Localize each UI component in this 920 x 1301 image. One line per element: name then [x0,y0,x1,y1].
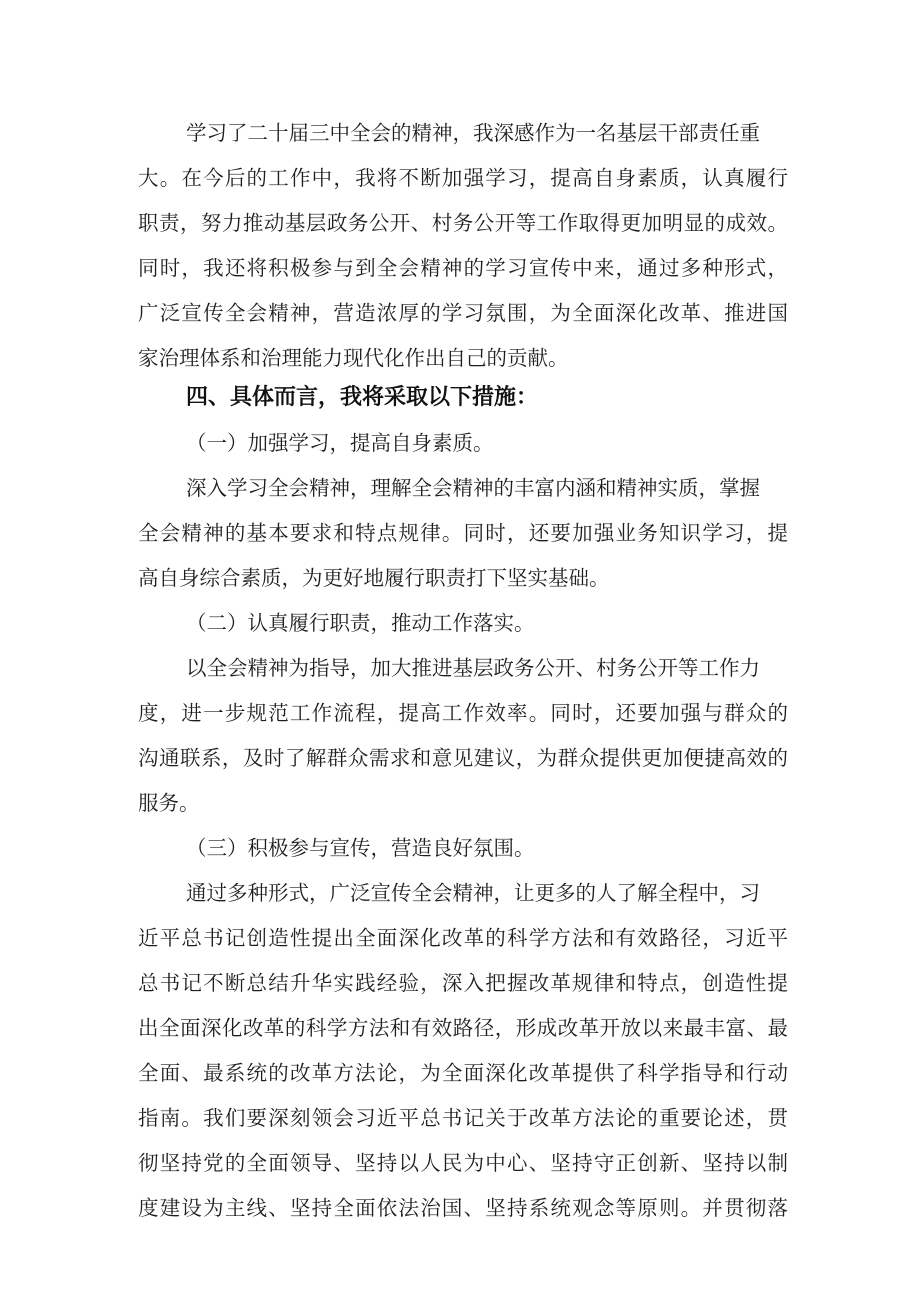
paragraph-line: 出全面深化改革的科学方法和有效路径，形成改革开放以来最丰富、最 [138,1016,788,1040]
paragraph-line: 沟通联系，及时了解群众需求和意见建议，为群众提供更加便捷高效的 [138,746,788,770]
paragraph-line: 家治理体系和治理能力现代化作出自己的贡献。 [138,346,569,370]
paragraph-line: 通过多种形式，广泛宣传全会精神，让更多的人了解全程中，习 [186,881,760,905]
subsection-heading: （三）积极参与宣传，营造良好氛围。 [186,836,535,860]
paragraph-line: 近平总书记创造性提出全面深化改革的科学方法和有效路径，习近平 [138,926,788,950]
paragraph-line: 度建设为主线、坚持全面依法治国、坚持系统观念等原则。并贯彻落 [138,1196,788,1220]
paragraph-line: 学习了二十届三中全会的精神，我深感作为一名基层干部责任重 [186,121,760,145]
subsection-heading: （二）认真履行职责，推动工作落实。 [186,611,535,635]
subsection-heading: （一）加强学习，提高自身素质。 [186,431,494,455]
paragraph-line: 广泛宣传全会精神，营造浓厚的学习氛围，为全面深化改革、推进国 [138,301,788,325]
paragraph-line: 以全会精神为指导，加大推进基层政务公开、村务公开等工作力 [186,656,760,680]
paragraph-line: 大。在今后的工作中，我将不断加强学习，提高自身素质，认真履行 [138,166,788,190]
paragraph-line: 服务。 [138,791,200,815]
paragraph-line: 指南。我们要深刻领会习近平总书记关于改革方法论的重要论述，贯 [138,1106,788,1130]
section-heading: 四、具体而言，我将采取以下措施： [186,385,539,410]
paragraph-line: 全会精神的基本要求和特点规律。同时，还要加强业务知识学习，提 [138,521,788,545]
paragraph-line: 高自身综合素质，为更好地履行职责打下坚实基础。 [138,566,610,590]
paragraph-line: 职责，努力推动基层政务公开、村务公开等工作取得更加明显的成效。 [138,211,788,235]
paragraph-line: 彻坚持党的全面领导、坚持以人民为中心、坚持守正创新、坚持以制 [138,1151,788,1175]
paragraph-line: 深入学习全会精神，理解全会精神的丰富内涵和精神实质，掌握 [186,476,760,500]
paragraph-line: 度，进一步规范工作流程，提高工作效率。同时，还要加强与群众的 [138,701,788,725]
paragraph-line: 同时，我还将积极参与到全会精神的学习宣传中来，通过多种形式， [138,256,788,280]
paragraph-line: 全面、最系统的改革方法论，为全面深化改革提供了科学指导和行动 [138,1061,788,1085]
paragraph-line: 总书记不断总结升华实践经验，深入把握改革规律和特点，创造性提 [138,971,788,995]
